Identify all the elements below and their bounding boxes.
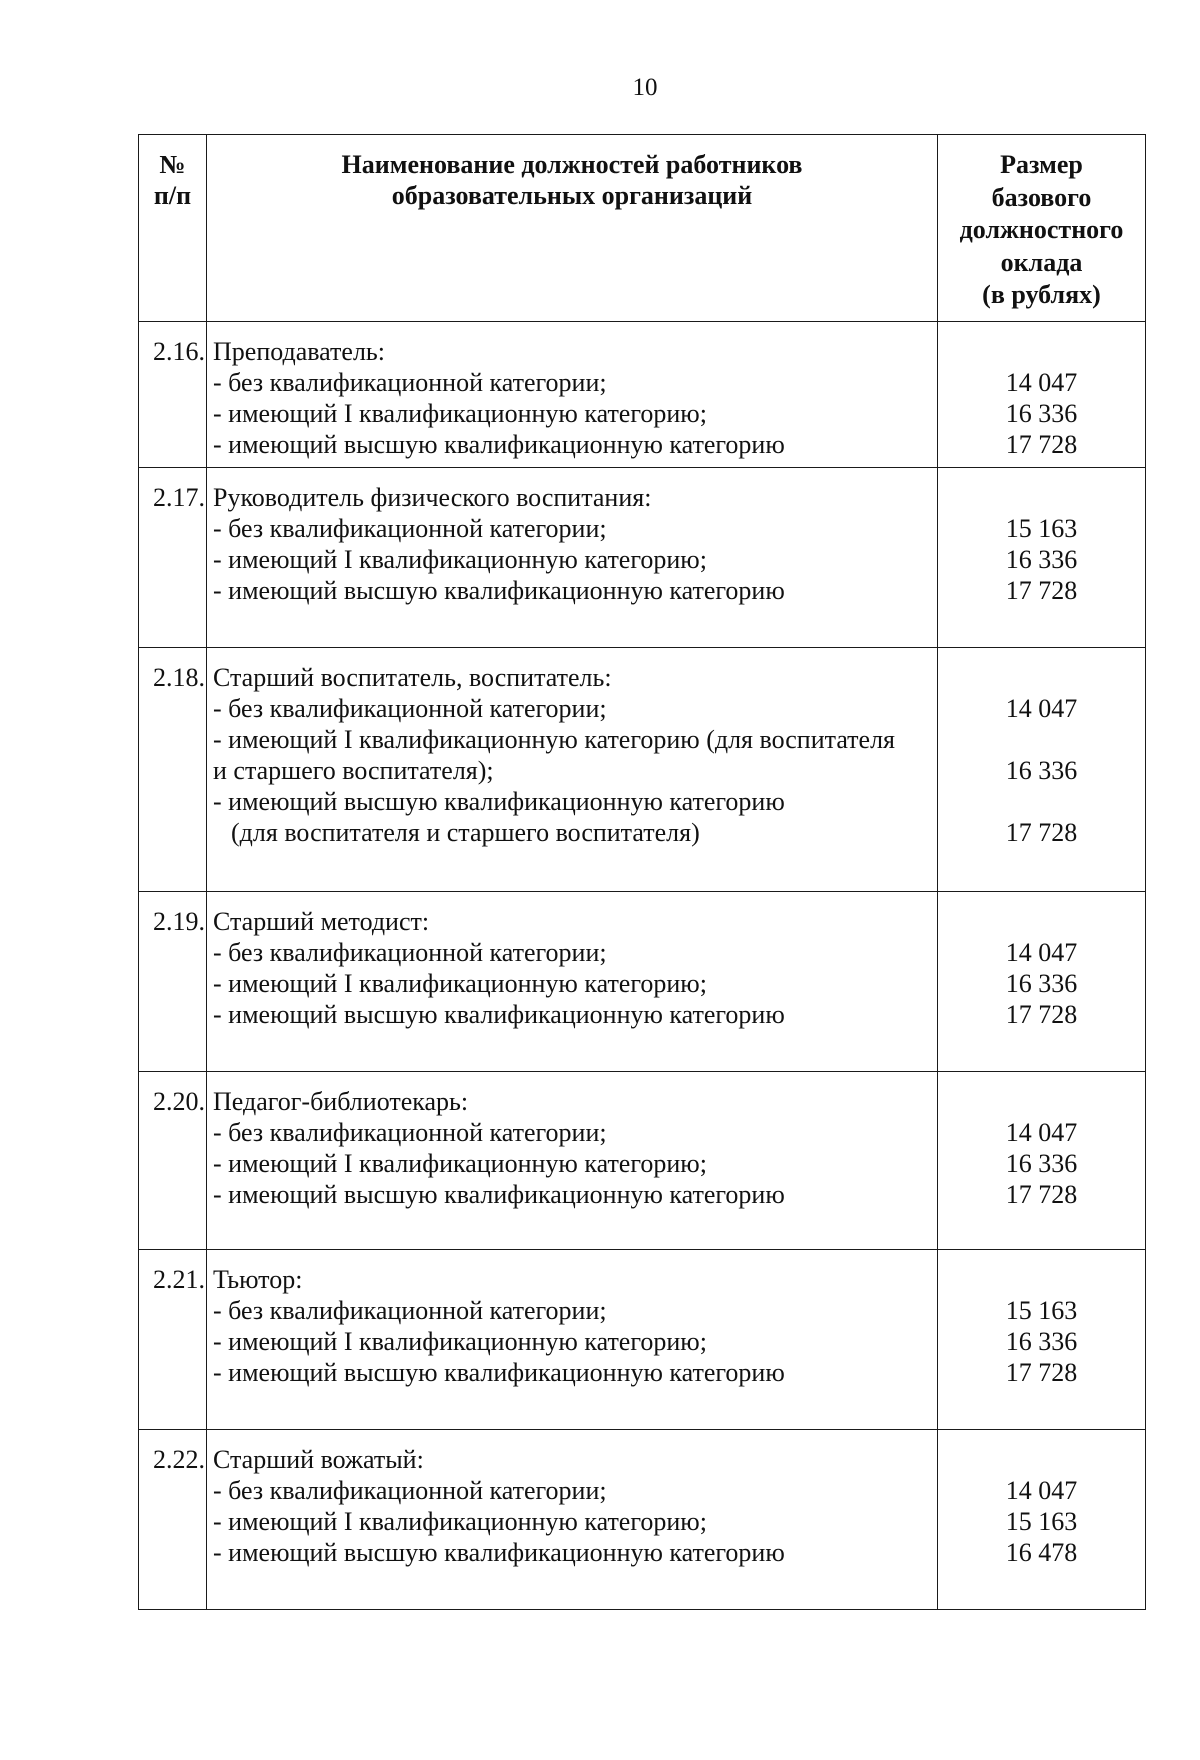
salary-value: 14 047 — [1005, 1118, 1078, 1147]
category-line: - имеющий высшую квалификационную категорию — [213, 1358, 785, 1387]
category-line: - без квалификационной категории; — [213, 514, 607, 543]
category-line: (для воспитателя и старшего воспитателя) — [231, 818, 700, 847]
category-line: - без квалификационной категории; — [213, 1118, 607, 1147]
salary-table — [138, 134, 1146, 1610]
category-line: - имеющий I квалификационную категорию; — [213, 545, 707, 574]
salary-value: 16 336 — [1005, 969, 1078, 998]
salary-cell — [938, 1250, 1146, 1430]
table-row — [139, 892, 1146, 1072]
position-cell — [207, 892, 938, 1072]
header-position-line: Наименование должностей работников — [341, 150, 803, 179]
position-cell — [207, 322, 938, 468]
category-line: - без квалификационной категории; — [213, 938, 607, 967]
header-position-line: образовательных организаций — [391, 181, 753, 210]
header-salary-line: базового — [991, 182, 1092, 212]
category-line: - без квалификационной категории; — [213, 1476, 607, 1505]
salary-value: 16 336 — [1005, 545, 1078, 574]
salary-cell — [938, 322, 1146, 468]
header-position-name — [207, 135, 938, 322]
position-title: Старший воспитатель, воспитатель: — [213, 663, 612, 692]
category-line: - имеющий высшую квалификационную категорию — [213, 1000, 785, 1029]
table-row — [139, 1250, 1146, 1430]
category-line: - имеющий I квалификационную категорию; — [213, 969, 707, 998]
position-title: Тьютор: — [213, 1265, 303, 1294]
salary-value: 17 728 — [1005, 1180, 1078, 1209]
table-row — [139, 468, 1146, 648]
row-number: 2.20. — [139, 1072, 207, 1250]
row-number: 2.17. — [139, 468, 207, 648]
header-salary-line: оклада — [1000, 247, 1083, 277]
salary-value: 16 336 — [1005, 1149, 1078, 1178]
position-title: Старший методист: — [213, 907, 430, 936]
row-number: 2.19. — [139, 892, 207, 1072]
row-number: 2.21. — [139, 1250, 207, 1430]
position-cell — [207, 648, 938, 892]
salary-value: 17 728 — [1005, 430, 1078, 459]
position-cell — [207, 468, 938, 648]
category-line: - имеющий I квалификационную категорию; — [213, 399, 707, 428]
salary-value: 17 728 — [1005, 818, 1078, 847]
header-salary-line: Размер — [1000, 150, 1083, 179]
header-salary-line: (в рублях) — [982, 280, 1101, 309]
category-line: - имеющий I квалификационную категорию (для воспитателя — [213, 725, 896, 754]
position-cell — [207, 1250, 938, 1430]
page-number: 10 — [632, 74, 658, 101]
salary-value: 16 336 — [1005, 399, 1078, 428]
salary-value: 15 163 — [1005, 514, 1078, 543]
category-line: - без квалификационной категории; — [213, 694, 607, 723]
salary-value: 17 728 — [1005, 576, 1078, 605]
table-row — [139, 1430, 1146, 1610]
salary-cell — [938, 648, 1146, 892]
header-salary-line: должностного — [959, 215, 1124, 244]
salary-value: 16 478 — [1005, 1538, 1078, 1567]
position-title: Руководитель физического воспитания: — [213, 483, 652, 512]
row-number: 2.18. — [139, 648, 207, 892]
category-line: - имеющий высшую квалификационную категорию — [213, 430, 785, 459]
salary-value: 14 047 — [1005, 368, 1078, 397]
category-line: - имеющий высшую квалификационную категорию — [213, 1180, 785, 1209]
table-row — [139, 322, 1146, 468]
category-line: - имеющий высшую квалификационную категорию — [213, 787, 785, 816]
salary-value: 17 728 — [1005, 1358, 1078, 1387]
table-row — [139, 648, 1146, 892]
table-header-row — [139, 135, 1146, 322]
table-row — [139, 1072, 1146, 1250]
salary-value: 15 163 — [1005, 1507, 1078, 1536]
position-cell — [207, 1430, 938, 1610]
salary-value: 17 728 — [1005, 1000, 1078, 1029]
category-line: и старшего воспитателя); — [213, 756, 494, 785]
salary-value: 14 047 — [1005, 694, 1078, 723]
category-line: - имеющий I квалификационную категорию; — [213, 1327, 707, 1356]
category-line: - имеющий I квалификационную категорию; — [213, 1507, 707, 1536]
salary-cell — [938, 1072, 1146, 1250]
category-line: - имеющий высшую квалификационную категорию — [213, 1538, 785, 1567]
salary-cell — [938, 1430, 1146, 1610]
salary-value: 16 336 — [1005, 1327, 1078, 1356]
category-line: - без квалификационной категории; — [213, 368, 607, 397]
position-title: Педагог-библиотекарь: — [213, 1087, 469, 1116]
category-line: - без квалификационной категории; — [213, 1296, 607, 1325]
header-number-line: п/п — [153, 181, 192, 210]
header-number-line: № — [159, 150, 186, 179]
row-number: 2.22. — [139, 1430, 207, 1610]
row-number: 2.16. — [139, 322, 207, 468]
header-number — [139, 135, 207, 322]
salary-value: 16 336 — [1005, 756, 1078, 785]
position-title: Преподаватель: — [213, 337, 386, 366]
salary-cell — [938, 892, 1146, 1072]
salary-value: 15 163 — [1005, 1296, 1078, 1325]
salary-value: 14 047 — [1005, 1476, 1078, 1505]
position-title: Старший вожатый: — [213, 1445, 424, 1474]
salary-value: 14 047 — [1005, 938, 1078, 967]
category-line: - имеющий высшую квалификационную категорию — [213, 576, 785, 605]
salary-cell — [938, 468, 1146, 648]
position-cell — [207, 1072, 938, 1250]
header-salary — [938, 135, 1146, 322]
category-line: - имеющий I квалификационную категорию; — [213, 1149, 707, 1178]
